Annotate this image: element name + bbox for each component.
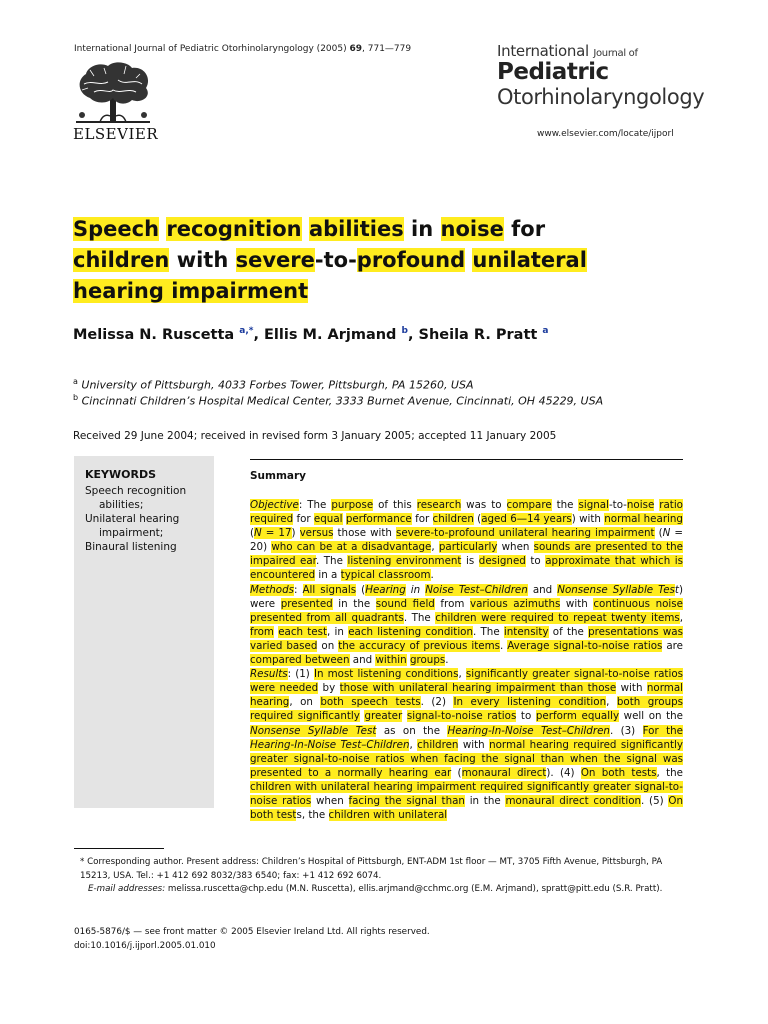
abstract-segment: Noise Test–Children xyxy=(425,583,528,596)
abstract-segment: sounds are presented to the impaired ear xyxy=(250,541,684,568)
title-word: Speech xyxy=(73,217,160,241)
abstract-segment: particularly xyxy=(438,541,498,554)
abstract-segment: ( xyxy=(356,583,366,596)
abstract-segment: sound field xyxy=(375,597,435,610)
summary-heading: Summary xyxy=(250,470,307,482)
author-name: Sheila R. Pratt xyxy=(418,326,538,343)
abstract-segment: on xyxy=(317,639,339,652)
author-affiliation-marker[interactable]: a xyxy=(542,326,549,336)
author-separator: , xyxy=(253,326,265,343)
keywords-title: KEYWORDS xyxy=(85,468,157,481)
keyword-line: Speech recognition xyxy=(85,485,187,497)
abstract-segment: Methods xyxy=(250,583,294,596)
abstract-segment: compared between xyxy=(250,654,350,667)
abstract-segment: presentations was varied based xyxy=(250,625,683,652)
keywords-list xyxy=(85,484,210,554)
keyword-line: Unilateral hearing xyxy=(85,513,180,525)
abstract-segment: , xyxy=(431,541,439,554)
abstract-segment: as on the xyxy=(376,724,448,737)
abstract-segment: intensity xyxy=(503,625,549,638)
abstract-segment: perform equally xyxy=(535,710,620,723)
abstract-segment: Hearing-In-Noise Test–Children xyxy=(250,738,410,751)
abstract-segment: when xyxy=(497,541,534,554)
abstract-segment: In every listening condition xyxy=(453,696,607,709)
title-word: -to- xyxy=(314,248,357,272)
abstract-segment: children xyxy=(417,738,459,751)
abstract-segment: the accuracy of previous items xyxy=(338,639,500,652)
abstract-segment: . xyxy=(499,639,508,652)
title-word: with xyxy=(169,248,236,272)
abstract-segment: t xyxy=(674,583,679,596)
journal-title-journal-of: Journal of xyxy=(593,48,638,59)
journal-title-line3: Otorhinolaryngology xyxy=(497,85,705,109)
summary-rule xyxy=(250,459,683,460)
article-title xyxy=(73,214,633,307)
abstract-segment: N xyxy=(254,527,262,540)
abstract-segment: was to xyxy=(461,499,507,511)
abstract-segment: signal xyxy=(578,499,609,511)
email-label: E-mail addresses: xyxy=(88,884,166,894)
abstract-segment: : The xyxy=(298,499,332,511)
abstract-segment: In most listening conditions xyxy=(313,668,459,681)
keyword-line: impairment; xyxy=(99,527,164,539)
abstract-segment: N xyxy=(662,527,671,540)
abstract-segment: . The xyxy=(473,625,504,638)
abstract-segment: Hearing xyxy=(365,583,406,596)
abstract-segment: for xyxy=(293,513,314,526)
abstract-segment: from xyxy=(250,625,274,638)
abstract-segment: with xyxy=(560,597,594,610)
abstract-segment: . (3) xyxy=(609,724,643,737)
journal-citation xyxy=(74,44,411,54)
abstract-segment: from xyxy=(434,597,470,610)
abstract-segment: aged 6—14 years xyxy=(481,513,572,526)
abstract-segment: noise xyxy=(626,499,655,511)
abstract-segment: facing the signal than xyxy=(348,794,465,807)
abstract-segment: presented xyxy=(280,597,333,610)
abstract-segment: severe-to-profound unilateral hearing impairment xyxy=(395,527,655,540)
abstract-segment: Objective xyxy=(250,499,299,511)
abstract-segment: Nonsense Syllable Test xyxy=(250,724,377,737)
abstract-segment: those with xyxy=(333,527,396,540)
abstract-segment: . (2) xyxy=(420,696,454,709)
corresponding-author-note: * Corresponding author. Present address: Children’s Hospital of Pittsburgh, ENT-ADM 1st floor — MT, 3705 Fifth Avenue, Pittsburgh, PA 15213, USA. Tel.: +1 412 692 8032/383 6540; fax: +1 412 692 6074. xyxy=(80,857,663,881)
abstract-segment: . The xyxy=(403,611,436,624)
title-word xyxy=(302,217,309,241)
abstract-segment: various azimuths xyxy=(470,597,561,610)
title-word: in xyxy=(403,217,441,241)
abstract-segment: are xyxy=(662,639,683,652)
abstract-segment: who can be at a disadvantage xyxy=(271,541,432,554)
abstract-segment: research xyxy=(416,499,462,511)
abstract-segment: . The xyxy=(315,555,348,568)
email-addresses xyxy=(74,883,686,897)
title-word: abilities xyxy=(308,217,404,241)
abstract-segment: , on xyxy=(289,696,321,709)
abstract-segment: children with unilateral hearing impairment required significantly greater signal-to-noise ratios xyxy=(250,780,683,807)
affiliation-b-marker: b xyxy=(73,393,79,402)
copyright-block xyxy=(74,926,430,953)
abstract-text xyxy=(250,498,683,822)
citation-volume: 69 xyxy=(349,44,363,54)
abstract-segment: purpose xyxy=(331,499,374,511)
copyright-line: 0165-5876/$ — see front matter © 2005 Elsevier Ireland Ltd. All rights reserved. xyxy=(74,927,430,937)
footnote xyxy=(74,856,686,897)
author-affiliation-marker[interactable]: a,* xyxy=(239,326,254,336)
abstract-segment: typical classroom xyxy=(340,569,431,582)
abstract-segment: children xyxy=(432,513,474,526)
abstract-segment: , xyxy=(679,611,683,624)
author-name: Ellis M. Arjmand xyxy=(264,326,397,343)
abstract-segment: signal-to-noise ratios xyxy=(406,710,517,723)
email-list[interactable]: melissa.ruscetta@chp.edu (M.N. Ruscetta), ellis.arjmand@cchmc.org (E.M. Arjmand), spratt@pitt.edu (S.R. Pratt). xyxy=(165,884,663,894)
abstract-segment: equal xyxy=(313,513,343,526)
abstract-segment: to xyxy=(525,555,546,568)
abstract-segment: listening environment xyxy=(347,555,462,568)
abstract-segment: in the xyxy=(332,597,376,610)
affiliation-a xyxy=(73,377,474,392)
abstract-segment: , xyxy=(606,696,617,709)
title-word: profound xyxy=(356,248,466,272)
journal-url[interactable]: www.elsevier.com/locate/ijporl xyxy=(537,129,674,139)
abstract-segment: ( xyxy=(451,766,462,779)
title-word: severe xyxy=(235,248,315,272)
journal-title-line1 xyxy=(497,42,638,60)
abstract-segment: -to-noise ratios when facing the signal than when the signal was presented to a normally hearing ear xyxy=(250,752,683,779)
abstract-segment: On both tests xyxy=(580,766,657,779)
publisher-name: ELSEVIER xyxy=(73,125,159,143)
abstract-segment: , xyxy=(409,738,418,751)
abstract-segment: groups xyxy=(409,654,446,667)
title-word: noise xyxy=(440,217,504,241)
abstract-segment: with xyxy=(616,682,647,695)
abstract-segment: children with unilateral xyxy=(328,809,448,822)
abstract-segment: to xyxy=(516,710,536,723)
author-separator: , xyxy=(407,326,419,343)
abstract-segment: each listening condition xyxy=(348,625,474,638)
title-word: recognition xyxy=(166,217,302,241)
author-list xyxy=(73,326,548,343)
abstract-segment: well on the xyxy=(619,710,684,723)
abstract-segment: . xyxy=(430,569,434,582)
abstract-segment: with xyxy=(458,738,490,751)
abstract-segment: both groups required significantly xyxy=(250,696,684,723)
abstract-segment: normal hearing xyxy=(250,682,683,709)
affiliation-a-marker: a xyxy=(73,377,78,386)
journal-title-international: International xyxy=(497,42,589,60)
abstract-segment: of this xyxy=(373,499,417,511)
abstract-segment: All signals xyxy=(302,583,357,596)
abstract-segment: : xyxy=(293,583,303,596)
abstract-segment: , the xyxy=(656,766,683,779)
abstract-segment: ). (4) xyxy=(546,766,581,779)
abstract-segment: in the xyxy=(464,794,506,807)
author-name: Melissa N. Ruscetta xyxy=(73,326,235,343)
abstract-segment: ) were xyxy=(250,583,683,610)
affiliation-b-text: Cincinnati Children’s Hospital Medical Center, 3333 Burnet Avenue, Cincinnati, OH 45229, USA xyxy=(81,394,604,408)
abstract-segment: = 17 xyxy=(261,527,292,540)
title-word: for xyxy=(503,217,546,241)
abstract-segment: ratio required xyxy=(250,499,683,526)
keyword-line: abilities; xyxy=(99,499,144,511)
abstract-segment: and xyxy=(527,583,558,596)
abstract-segment: monaural direct xyxy=(461,766,547,779)
abstract-segment: greater xyxy=(364,710,403,723)
abstract-segment: of the xyxy=(548,625,589,638)
abstract-segment: approximate that which is encountered xyxy=(250,555,683,582)
abstract-segment: is xyxy=(461,555,479,568)
abstract-segment: in xyxy=(405,583,426,596)
abstract-segment: for xyxy=(411,513,433,526)
abstract-segment: within xyxy=(375,654,407,667)
doi-line[interactable]: doi:10.1016/j.ijporl.2005.01.010 xyxy=(74,940,216,951)
abstract-segment: monaural direct condition xyxy=(505,794,642,807)
abstract-segment: Average signal-to-noise ratios xyxy=(507,639,663,652)
abstract-segment: , in xyxy=(327,625,349,638)
abstract-segment: : (1) xyxy=(287,668,314,681)
abstract-segment: -to- xyxy=(608,499,627,511)
abstract-segment: ) with xyxy=(571,513,605,526)
footnote-rule xyxy=(74,848,164,849)
keyword-line: Binaural listening xyxy=(85,541,177,553)
abstract-segment: normal hearing required significantly greater signal xyxy=(250,738,683,765)
affiliation-b xyxy=(73,393,603,408)
abstract-segment: both speech tests xyxy=(320,696,421,709)
abstract-segment: For the xyxy=(642,724,684,737)
abstract-segment: ( xyxy=(250,527,255,540)
abstract-segment: On both test xyxy=(250,794,684,822)
abstract-segment: . (5) xyxy=(641,794,669,807)
abstract-segment: in a xyxy=(315,569,341,582)
abstract-segment: significantly greater signal-to-noise ratios were needed xyxy=(250,668,684,695)
abstract-segment: children were required to repeat twenty items xyxy=(435,611,680,624)
abstract-segment: . xyxy=(445,654,449,667)
abstract-segment: ( xyxy=(473,513,482,526)
affiliation-a-text: University of Pittsburgh, 4033 Forbes Tower, Pittsburgh, PA 15260, USA xyxy=(81,378,474,392)
abstract-segment: s, the xyxy=(296,809,329,822)
abstract-segment: ( xyxy=(654,527,663,540)
abstract-segment: normal hearing xyxy=(604,513,683,526)
title-word: children xyxy=(73,248,170,272)
abstract-segment: designed xyxy=(478,555,526,568)
abstract-segment: performance xyxy=(345,513,412,526)
journal-title-line2: Pediatric xyxy=(497,59,609,85)
abstract-segment: ) xyxy=(291,527,300,540)
abstract-segment: compare xyxy=(506,499,552,511)
elsevier-tree-logo xyxy=(70,60,156,124)
title-word: hearing impairment xyxy=(73,279,309,303)
abstract-segment: those with unilateral hearing impairment than those xyxy=(339,682,617,695)
citation-prefix: International Journal of Pediatric Otorhinolaryngology (2005) xyxy=(74,44,347,54)
abstract-segment: Results xyxy=(250,668,288,681)
abstract-segment: Nonsense Syllable Tes xyxy=(557,583,675,596)
abstract-segment: continuous noise presented from all quadrants xyxy=(250,597,683,624)
title-word: unilateral xyxy=(472,248,587,272)
abstract-segment: = 20) xyxy=(250,527,683,554)
abstract-segment: each test xyxy=(278,625,328,638)
abstract-segment: versus xyxy=(299,527,334,540)
abstract-segment: the xyxy=(551,499,579,511)
abstract-segment: when xyxy=(311,794,349,807)
abstract-segment: by xyxy=(318,682,340,695)
abstract-segment: and xyxy=(349,654,376,667)
received-dates: Received 29 June 2004; received in revised form 3 January 2005; accepted 11 January 2005 xyxy=(73,430,557,442)
abstract-segment: , xyxy=(458,668,466,681)
citation-pages: , 771—779 xyxy=(362,44,412,54)
abstract-segment: Hearing-In-Noise Test–Children xyxy=(447,724,610,737)
author-affiliation-marker[interactable]: b xyxy=(401,326,408,336)
